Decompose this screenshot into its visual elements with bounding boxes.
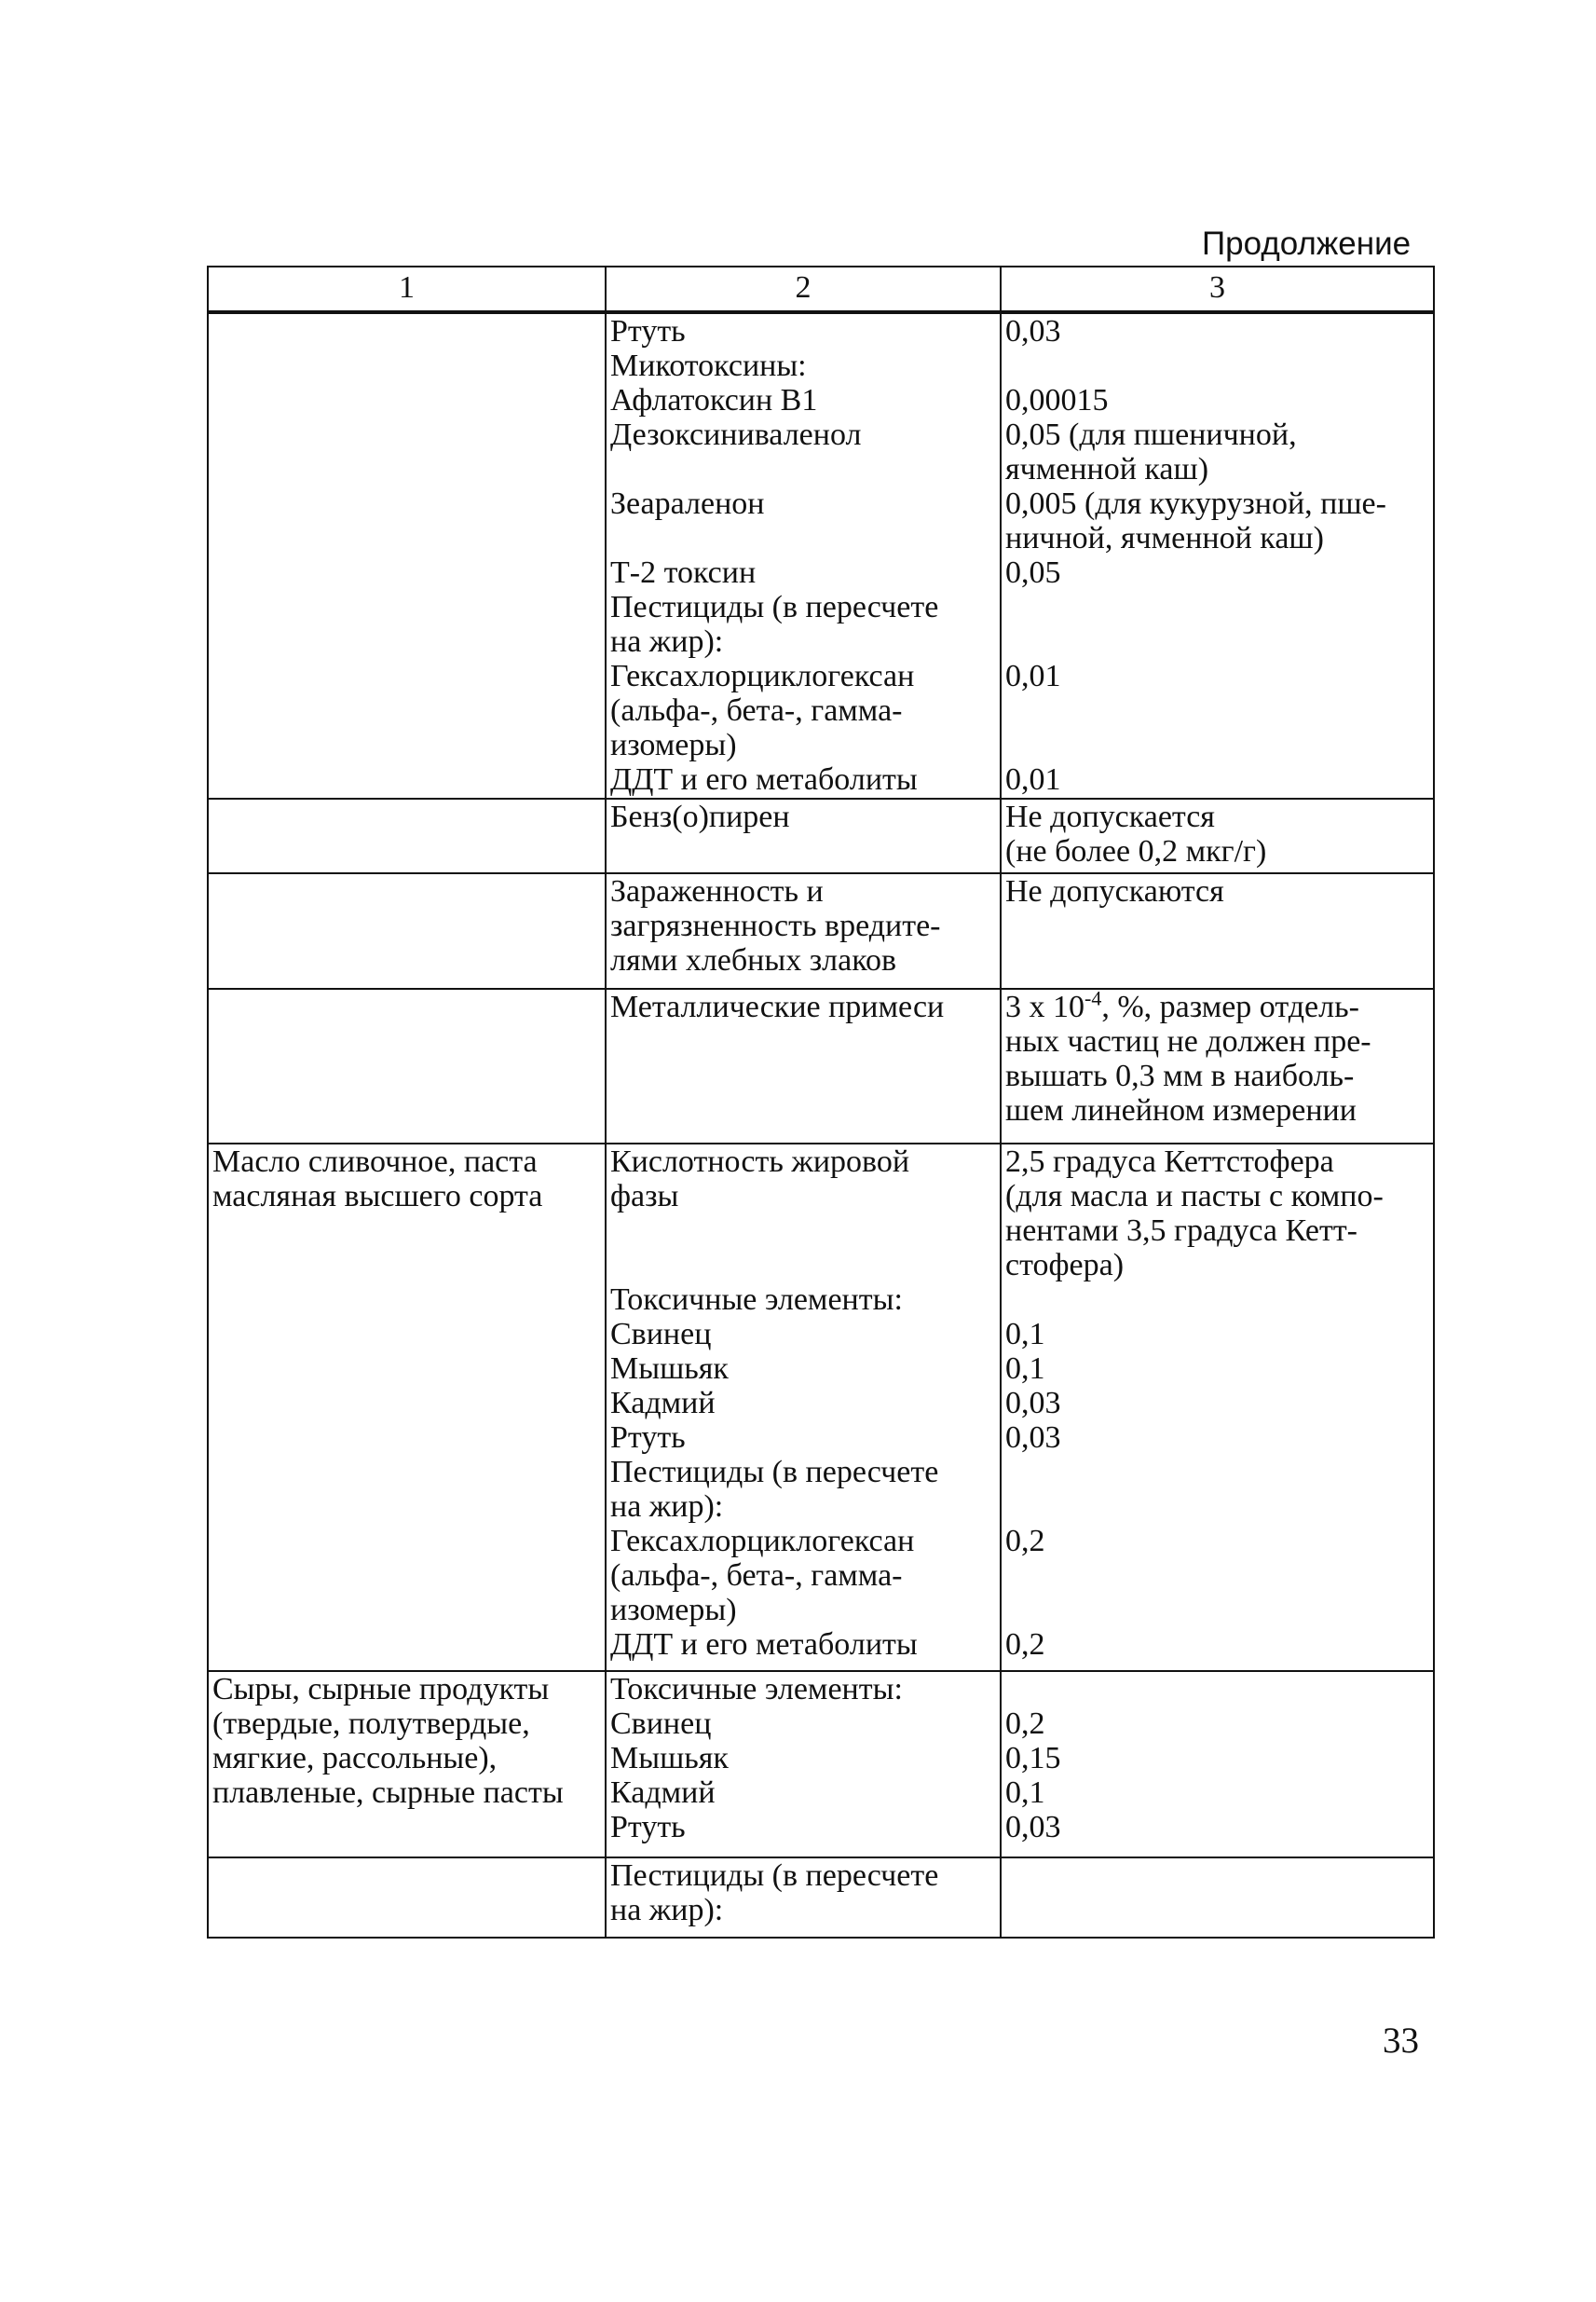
indicator-line: Зараженность и <box>610 874 824 909</box>
indicator-line: Свинец <box>610 1317 712 1351</box>
indicator-line: Микотоксины: <box>610 349 807 383</box>
value-line: 0,1 <box>1005 1775 1045 1810</box>
value-line: 0,1 <box>1005 1351 1045 1386</box>
value-rest: , %, размер отдель- <box>1101 990 1359 1024</box>
value-line: 0,03 <box>1005 1810 1061 1844</box>
indicator-cell <box>606 799 1001 873</box>
indicator-line: Свинец <box>610 1706 712 1741</box>
value-cell <box>1001 799 1434 873</box>
value-line: Не допускается <box>1005 800 1215 834</box>
value-line: 0,2 <box>1005 1524 1045 1558</box>
product-cell <box>208 1857 606 1938</box>
value-line: стофера) <box>1005 1248 1125 1282</box>
value-line: шем линейном измерении <box>1005 1093 1357 1128</box>
value-line: 0,2 <box>1005 1627 1045 1662</box>
value-cell <box>1001 1857 1434 1938</box>
value-cell <box>1001 1671 1434 1857</box>
value-line: 0,01 <box>1005 762 1061 797</box>
indicator-cell <box>606 989 1001 1144</box>
indicator-line: Пестициды (в пересчете <box>610 590 939 624</box>
value-line: ячменной каш) <box>1005 452 1209 486</box>
indicator-line: ДДТ и его метаболиты <box>610 1627 918 1662</box>
indicator-line: Токсичные элементы: <box>610 1282 903 1317</box>
table-row <box>208 799 1434 873</box>
column-header-3: 3 <box>1001 267 1434 312</box>
indicator-line: Мышьяк <box>610 1741 729 1775</box>
value-line: 0,00015 <box>1005 383 1109 418</box>
continuation-label: Продолжение <box>1202 226 1412 262</box>
product-cell <box>208 989 606 1144</box>
value-exponent: -4 <box>1084 986 1102 1010</box>
indicator-line: Зеараленон <box>610 486 765 521</box>
indicator-line: Токсичные элементы: <box>610 1672 903 1706</box>
indicator-line: фазы <box>610 1179 679 1213</box>
value-line: 0,01 <box>1005 659 1061 693</box>
product-line: плавленые, сырные пасты <box>212 1775 564 1810</box>
column-header-1: 1 <box>208 267 606 312</box>
value-line <box>1005 986 1429 1024</box>
value-line: (не более 0,2 мкг/г) <box>1005 834 1267 869</box>
indicator-line: Ртуть <box>610 1810 686 1844</box>
indicator-line: Дезоксиниваленол <box>610 418 862 452</box>
indicator-cell <box>606 1857 1001 1938</box>
product-cell <box>208 799 606 873</box>
value-base: 3 х 10 <box>1005 990 1084 1024</box>
value-line: (для масла и пасты с компо- <box>1005 1179 1384 1213</box>
value-line: ничной, ячменной каш) <box>1005 521 1324 555</box>
indicator-line: Пестициды (в пересчете <box>610 1455 939 1489</box>
indicator-line: Кадмий <box>610 1775 716 1810</box>
table-row <box>208 1857 1434 1938</box>
product-line: Сыры, сырные продукты <box>212 1672 550 1706</box>
indicator-line: Металлические примеси <box>610 990 945 1024</box>
indicator-line: на жир): <box>610 1893 724 1927</box>
value-line: 0,005 (для кукурузной, пше- <box>1005 486 1386 521</box>
indicator-line: Кислотность жировой <box>610 1144 910 1179</box>
product-line: (твердые, полутвердые, <box>212 1706 530 1741</box>
indicator-line: Бенз(о)пирен <box>610 800 790 834</box>
value-line: нентами 3,5 градуса Кетт- <box>1005 1213 1358 1248</box>
indicator-line: Т-2 токсин <box>610 555 757 590</box>
page-number: 33 <box>1383 2021 1419 2061</box>
value-line: 2,5 градуса Кеттстофера <box>1005 1144 1334 1179</box>
indicator-line: Пестициды (в пересчете <box>610 1858 939 1893</box>
indicator-cell <box>606 312 1001 799</box>
indicator-line: (альфа-, бета-, гамма- <box>610 693 903 728</box>
value-cell <box>1001 873 1434 989</box>
indicator-cell <box>606 1671 1001 1857</box>
hygiene-requirements-table <box>207 266 1435 1939</box>
indicator-line: на жир): <box>610 1489 724 1524</box>
indicator-line: изомеры) <box>610 1593 737 1627</box>
product-cell <box>208 1144 606 1671</box>
indicator-line: Ртуть <box>610 1420 686 1455</box>
column-header-2: 2 <box>606 267 1001 312</box>
column-number-row <box>208 267 1434 312</box>
indicator-line: (альфа-, бета-, гамма- <box>610 1558 903 1593</box>
indicator-line: Ртуть <box>610 314 686 349</box>
indicator-cell <box>606 1144 1001 1671</box>
table-row <box>208 1671 1434 1857</box>
table-row <box>208 989 1434 1144</box>
value-line: ных частиц не должен пре- <box>1005 1024 1371 1059</box>
indicator-line: ДДТ и его метаболиты <box>610 762 918 797</box>
indicator-line: Мышьяк <box>610 1351 729 1386</box>
indicator-line: Афлатоксин В1 <box>610 383 818 418</box>
value-line: 0,15 <box>1005 1741 1061 1775</box>
value-line: вышать 0,3 мм в наиболь- <box>1005 1059 1355 1093</box>
table-row <box>208 312 1434 799</box>
indicator-cell <box>606 873 1001 989</box>
value-cell <box>1001 1144 1434 1671</box>
value-cell <box>1001 312 1434 799</box>
product-line: Масло сливочное, паста <box>212 1144 538 1179</box>
product-line: масляная высшего сорта <box>212 1179 543 1213</box>
product-cell <box>208 873 606 989</box>
value-line: 0,03 <box>1005 1420 1061 1455</box>
indicator-line: Гексахлорциклогексан <box>610 659 915 693</box>
indicator-line: на жир): <box>610 624 724 659</box>
indicator-line: изомеры) <box>610 728 737 762</box>
value-cell <box>1001 986 1434 1144</box>
value-line: 0,03 <box>1005 1386 1061 1420</box>
indicator-line: Кадмий <box>610 1386 716 1420</box>
product-cell <box>208 312 606 799</box>
value-line: 0,05 (для пшеничной, <box>1005 418 1297 452</box>
value-line: 0,2 <box>1005 1706 1045 1741</box>
table-row <box>208 873 1434 989</box>
value-line: 0,05 <box>1005 555 1061 590</box>
indicator-line: лями хлебных злаков <box>610 943 897 978</box>
table-row <box>208 1144 1434 1671</box>
indicator-line: загрязненность вредите- <box>610 909 941 943</box>
product-line: мягкие, рассольные), <box>212 1741 498 1775</box>
value-line: Не допускаются <box>1005 874 1224 909</box>
product-cell <box>208 1671 606 1857</box>
indicator-line: Гексахлорциклогексан <box>610 1524 915 1558</box>
value-line: 0,03 <box>1005 314 1061 349</box>
value-line: 0,1 <box>1005 1317 1045 1351</box>
